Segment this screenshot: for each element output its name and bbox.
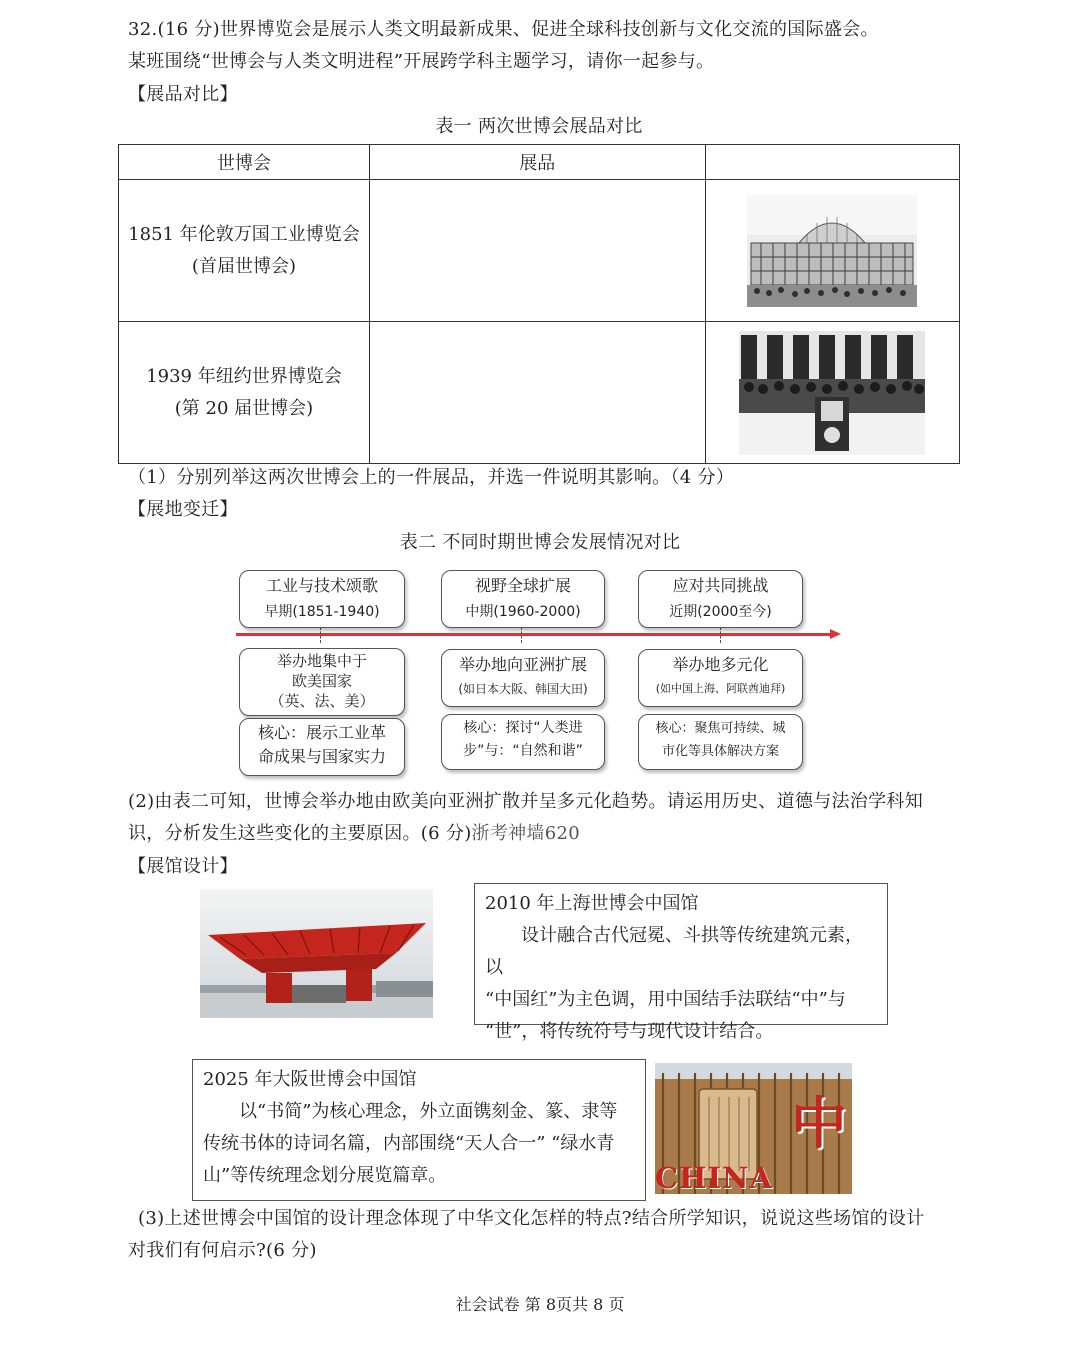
- timeline-tick: [320, 627, 322, 643]
- expo-name: 1939 年纽约世界博览会: [146, 365, 342, 387]
- location-note: (如中国上海、阿联酋迪拜): [655, 682, 786, 695]
- table-one-caption: 表一 两次世博会展品对比: [435, 116, 643, 137]
- china-sign-text: CHINA: [655, 1161, 774, 1194]
- exhibit-answer-cell[interactable]: [369, 322, 705, 464]
- expo-name: 1851 年伦敦万国工业博览会: [128, 223, 360, 245]
- sub-question-2-text: 识，分析发生这些变化的主要原因。(6 分): [128, 823, 472, 844]
- location-line: 欧美国家: [291, 672, 352, 690]
- core-line: 核心：聚焦可持续、城: [655, 721, 786, 736]
- core-line: 步”与：“自然和谐”: [463, 743, 583, 759]
- header-exhibits: 展品: [369, 145, 705, 180]
- shanghai-pavilion-description: [474, 883, 888, 1042]
- shanghai-line3: “世”，将传统符号与现代设计结合。: [485, 1021, 774, 1042]
- sub-question-3-line2: 对我们有何启示?(6 分): [128, 1240, 317, 1261]
- ny-1939-expo-image: [739, 331, 925, 455]
- core-box-early: [239, 718, 405, 776]
- osaka-line2: 传统书体的诗词名篇，内部围绕“天人合一” “绿水青: [203, 1133, 615, 1154]
- osaka-line1: 以“书简”为核心理念，外立面镌刻金、篆、隶等: [239, 1101, 618, 1122]
- core-line: 命成果与国家实力: [257, 747, 386, 766]
- section-title-exhibits: 【展品对比】: [128, 84, 238, 105]
- period-range: 近期(2000至今): [669, 604, 772, 620]
- expo-cell: [119, 322, 370, 464]
- header-expo: 世博会: [119, 145, 370, 180]
- expo-note: (首届世博会): [191, 255, 296, 277]
- location-box-middle: [441, 649, 605, 707]
- period-theme: 工业与技术颂歌: [265, 576, 378, 595]
- period-box-early: [239, 570, 405, 628]
- crystal-palace-image: [747, 195, 917, 307]
- page-footer: 社会试卷 第 8页共 8 页: [455, 1295, 625, 1314]
- core-box-recent: [638, 714, 803, 770]
- image-cell: [705, 180, 959, 322]
- table-two-caption: 表二 不同时期世博会发展情况对比: [399, 532, 681, 553]
- period-box-middle: [441, 570, 605, 628]
- period-theme: 视野全球扩展: [474, 576, 571, 595]
- location-line: 举办地多元化: [672, 655, 769, 674]
- sub-question-1: （1）分别列举这两次世博会上的一件展品，并选一件说明其影响。（4 分）: [128, 467, 735, 488]
- timeline-tick: [521, 627, 523, 643]
- question-intro-line1: 32.(16 分)世界博览会是展示人类文明最新成果、促进全球科技创新与文化交流的国际盛会。: [128, 19, 879, 40]
- osaka-china-pavilion-image: [655, 1063, 852, 1194]
- section-title-pavilion-design: 【展馆设计】: [128, 856, 238, 877]
- shanghai-china-pavilion-image: [200, 889, 433, 1018]
- watermark-text: 浙考神墙620: [471, 823, 580, 844]
- sub-question-2-line2: [128, 818, 580, 850]
- location-box-recent: [638, 649, 803, 707]
- core-box-middle: [441, 714, 605, 770]
- location-line: 举办地集中于: [276, 652, 367, 670]
- osaka-pavilion-description: [192, 1059, 646, 1201]
- shanghai-heading: 2010 年上海世博会中国馆: [485, 893, 699, 914]
- sub-question-3-line1: (3)上述世博会中国馆的设计理念体现了中华文化怎样的特点?结合所学知识，说说这些场馆的设计: [138, 1208, 925, 1229]
- location-note: (如日本大阪、韩国大田): [458, 682, 588, 696]
- sub-question-2-line1: (2)由表二可知，世博会举办地由欧美向亚洲扩散并呈多元化趋势。请运用历史、道德与法治学科知: [128, 791, 923, 812]
- location-line: （英、法、美）: [269, 692, 375, 710]
- table-one: [118, 144, 960, 464]
- period-range: 中期(1960-2000): [465, 604, 581, 620]
- timeline-arrow-head: [830, 629, 841, 639]
- osaka-heading: 2025 年大阪世博会中国馆: [203, 1069, 417, 1090]
- timeline-arrow-line: [236, 633, 832, 636]
- header-image: [705, 145, 959, 180]
- question-intro-line2: 某班围绕“世博会与人类文明进程”开展跨学科主题学习，请你一起参与。: [128, 51, 715, 72]
- osaka-line3: 山”等传统理念划分展览篇章。: [203, 1165, 447, 1186]
- shanghai-line2: “中国红”为主色调，用中国结手法联结“中”与: [485, 989, 846, 1010]
- location-line: 举办地向亚洲扩展: [458, 655, 587, 674]
- table-row: [119, 322, 960, 464]
- period-theme: 应对共同挑战: [672, 576, 769, 595]
- image-cell: [705, 322, 959, 464]
- section-title-venue-change: 【展地变迁】: [128, 499, 238, 520]
- core-line: 市化等具体解决方案: [661, 744, 779, 759]
- core-line: 核心：探讨“人类进: [463, 720, 583, 736]
- expo-cell: [119, 180, 370, 322]
- table-row: [119, 180, 960, 322]
- period-box-recent: [638, 570, 803, 628]
- table-header-row: [119, 145, 960, 180]
- exhibit-answer-cell[interactable]: [369, 180, 705, 322]
- period-range: 早期(1851-1940): [264, 604, 380, 620]
- shanghai-line1: 设计融合古代冠冕、斗拱等传统建筑元素，以: [485, 925, 863, 978]
- core-line: 核心：展示工业革: [257, 723, 386, 742]
- china-sign-character: 中: [791, 1092, 847, 1157]
- expo-note: (第 20 届世博会): [174, 397, 314, 419]
- timeline-tick: [720, 627, 722, 643]
- location-box-early: [239, 648, 405, 716]
